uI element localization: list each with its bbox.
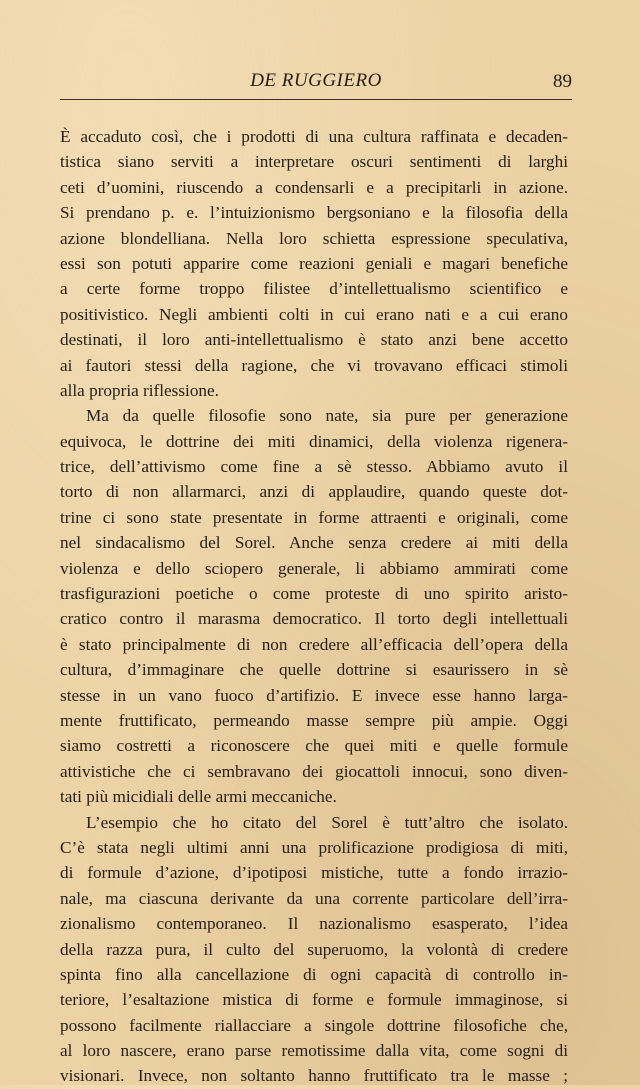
text-line: possono facilmente riallacciare a singole dottrine filosofiche che, bbox=[60, 1015, 568, 1035]
text-line: essi son potuti apparire come reazioni geniali e magari benefiche bbox=[60, 253, 568, 273]
text-line: violenza e dello sciopero generale, li abbiamo ammirati come bbox=[60, 558, 568, 578]
text-line: al loro nascere, erano parse remotissime dalla vita, come sogni di bbox=[60, 1041, 568, 1061]
body-text bbox=[60, 124, 568, 1089]
text-line: equivoca, le dottrine dei miti dinamici, della violenza rigenera- bbox=[60, 431, 568, 451]
text-line: a certe forme troppo filistee d’intellettualismo scientifico e bbox=[60, 279, 568, 299]
text-line: C’è stata negli ultimi anni una prolificazione prodigiosa di miti, bbox=[60, 837, 568, 857]
running-head bbox=[60, 70, 572, 98]
text-line: della razza pura, il culto del superuomo, la volontà di credere bbox=[60, 939, 568, 959]
text-line: torto di non allarmarci, anzi di applaudire, quando queste dot- bbox=[60, 482, 568, 502]
text-line: tistica siano serviti a interpretare oscuri sentimenti di larghi bbox=[60, 152, 568, 172]
text-line: ceti d’uomini, riuscendo a condensarli e a precipitarli in azione. bbox=[60, 177, 568, 197]
text-line: L’esempio che ho citato del Sorel è tutt’altro che isolato. bbox=[86, 812, 568, 832]
text-line: di formule d’azione, d’ipotiposi mistiche, tutte a fondo irrazio- bbox=[60, 863, 568, 883]
text-line: positivistico. Negli ambienti colti in cui erano nati e a cui erano bbox=[60, 304, 568, 324]
text-line: ai fautori stessi della ragione, che vi trovavano efficaci stimoli bbox=[60, 355, 568, 375]
text-line: destinati, il loro anti-intellettualismo è stato anzi bene accetto bbox=[60, 330, 568, 350]
text-line: siamo costretti a riconoscere che quei miti e quelle formule bbox=[60, 736, 568, 756]
running-title: DE RUGGIERO bbox=[250, 70, 382, 91]
text-line: Ma da quelle filosofie sono nate, sia pure per generazione bbox=[86, 406, 568, 426]
text-line: stesse in un vano fuoco d’artifizio. E invece esse hanno larga- bbox=[60, 685, 568, 705]
text-line: azione blondelliana. Nella loro schietta espressione speculativa, bbox=[60, 228, 568, 248]
text-line: è stato principalmente di non credere all’efficacia dell’opera della bbox=[60, 634, 568, 654]
text-line: trine ci sono state presentate in forme attraenti e originali, come bbox=[60, 507, 568, 527]
text-line: cultura, d’immaginare che quelle dottrine si esaurissero in sè bbox=[60, 660, 568, 680]
header-rule bbox=[60, 99, 572, 100]
text-line: visionari. Invece, non soltanto hanno fruttificato tra le masse ; bbox=[60, 1066, 568, 1086]
text-line: trice, dell’attivismo come fine a sè stesso. Abbiamo avuto il bbox=[60, 457, 568, 477]
text-line: nale, ma ciascuna derivante da una corrente particolare dell’irra- bbox=[60, 888, 568, 908]
text-line: cratico contro il marasma democratico. Il torto degli intellettuali bbox=[60, 609, 568, 629]
text-line: nel sindacalismo del Sorel. Anche senza credere ai miti della bbox=[60, 533, 568, 553]
text-line: Si prendano p. e. l’intuizionismo bergsoniano e la filosofia della bbox=[60, 203, 568, 223]
text-line: È accaduto così, che i prodotti di una cultura raffinata e decaden- bbox=[60, 127, 568, 146]
text-line: zionalismo contemporaneo. Il nazionalismo esasperato, l’idea bbox=[60, 914, 568, 934]
text-line: trasfigurazioni poetiche o come proteste di uno spirito aristo- bbox=[60, 584, 568, 604]
paragraph bbox=[60, 810, 568, 1089]
page-number: 89 bbox=[553, 71, 572, 92]
text-line: tati più micidiali delle armi meccaniche. bbox=[60, 787, 337, 807]
text-line: teriore, l’esaltazione mistica di forme e formule immaginose, si bbox=[60, 990, 568, 1010]
text-line: attivistiche che ci sembravano dei giocattoli innocui, sono diven- bbox=[60, 761, 568, 781]
paragraph bbox=[60, 124, 568, 403]
text-line: spinta fino alla cancellazione di ogni capacità di controllo in- bbox=[60, 964, 568, 984]
text-line: alla propria riflessione. bbox=[60, 380, 219, 400]
text-line: mente fruttificato, permeando masse sempre più ampie. Oggi bbox=[60, 710, 568, 730]
paragraph bbox=[60, 403, 568, 809]
